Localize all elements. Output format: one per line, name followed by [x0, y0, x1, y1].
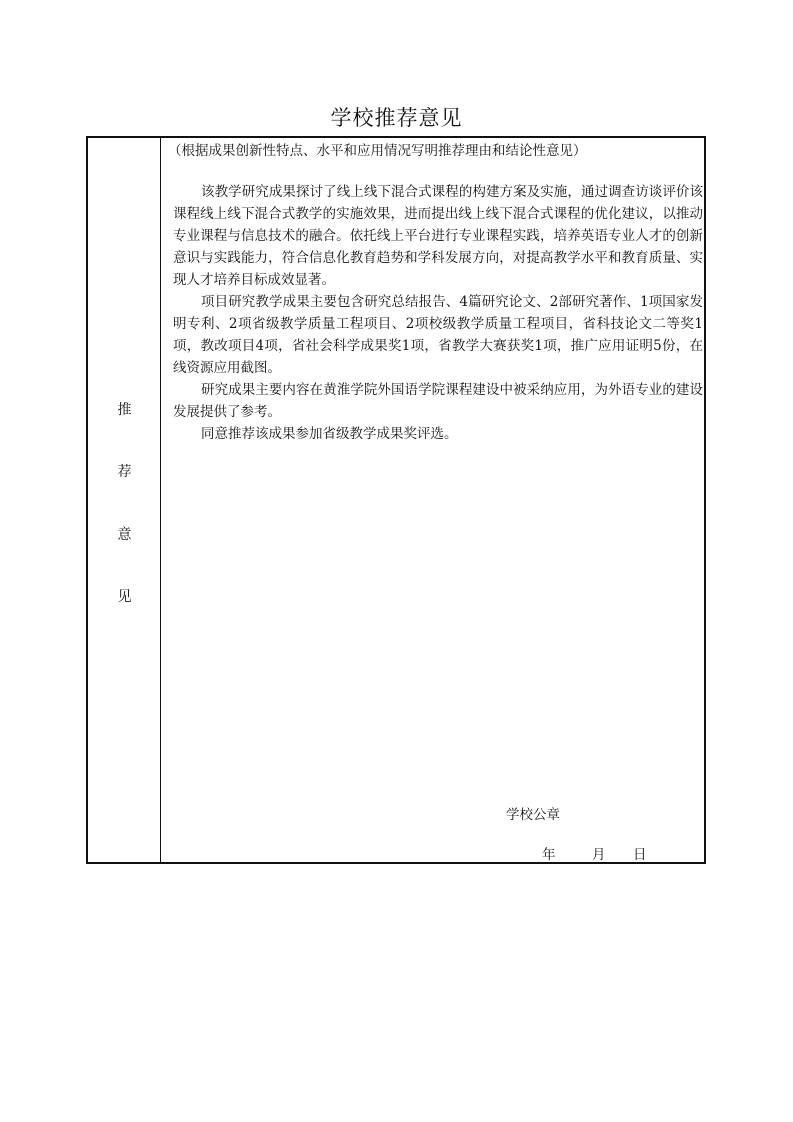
paragraph-3: 研究成果主要内容在黄淮学院外国语学院课程建设中被采纳应用，为外语专业的建设发展提供了参考。 — [173, 382, 703, 420]
instruction-note: （根据成果创新性特点、水平和应用情况写明推荐理由和结论性意见） — [168, 143, 587, 159]
paragraph-1: 该教学研究成果探讨了线上线下混合式课程的构建方案及实施，通过调查访谈评价该课程线上线下混合式教学的实施效果，进而提出线上线下混合式课程的优化建议，以推动专业课程与信息技术的融合。依托线上平台进行专业课程实践，培养英语专业人才的创新意识与实践能力，符合信息化教育趋势和学科发展方向，对提高教学水平和教育质量、实现人才培养目标成效显著。 — [173, 184, 703, 288]
paragraph-4: 同意推荐该成果参加省级教学成果奖评选。 — [201, 426, 458, 442]
label-char-4: 见 — [117, 589, 132, 605]
date-day: 日 — [633, 847, 647, 863]
date-month: 月 — [592, 847, 606, 863]
label-char-1: 推 — [117, 402, 132, 418]
label-column — [88, 138, 161, 862]
date-year: 年 — [542, 847, 556, 863]
label-char-2: 荐 — [117, 464, 132, 480]
recommendation-form-table — [86, 136, 706, 864]
page-title: 学校推荐意见 — [330, 106, 463, 130]
school-seal-label: 学校公章 — [506, 807, 560, 823]
opinion-content-cell — [162, 138, 704, 862]
label-char-3: 意 — [117, 527, 132, 543]
recommendation-body — [173, 181, 703, 445]
paragraph-2: 项目研究教学成果主要包含研究总结报告、4篇研究论文、2部研究著作、1项国家发明专利、2项省级教学质量工程项目、2项校级教学质量工程项目，省科技论文二等奖1项，教改项目4项，省社会科学成果奖1项，省教学大赛获奖1项，推广应用证明5份，在线资源应用截图。 — [173, 294, 703, 376]
